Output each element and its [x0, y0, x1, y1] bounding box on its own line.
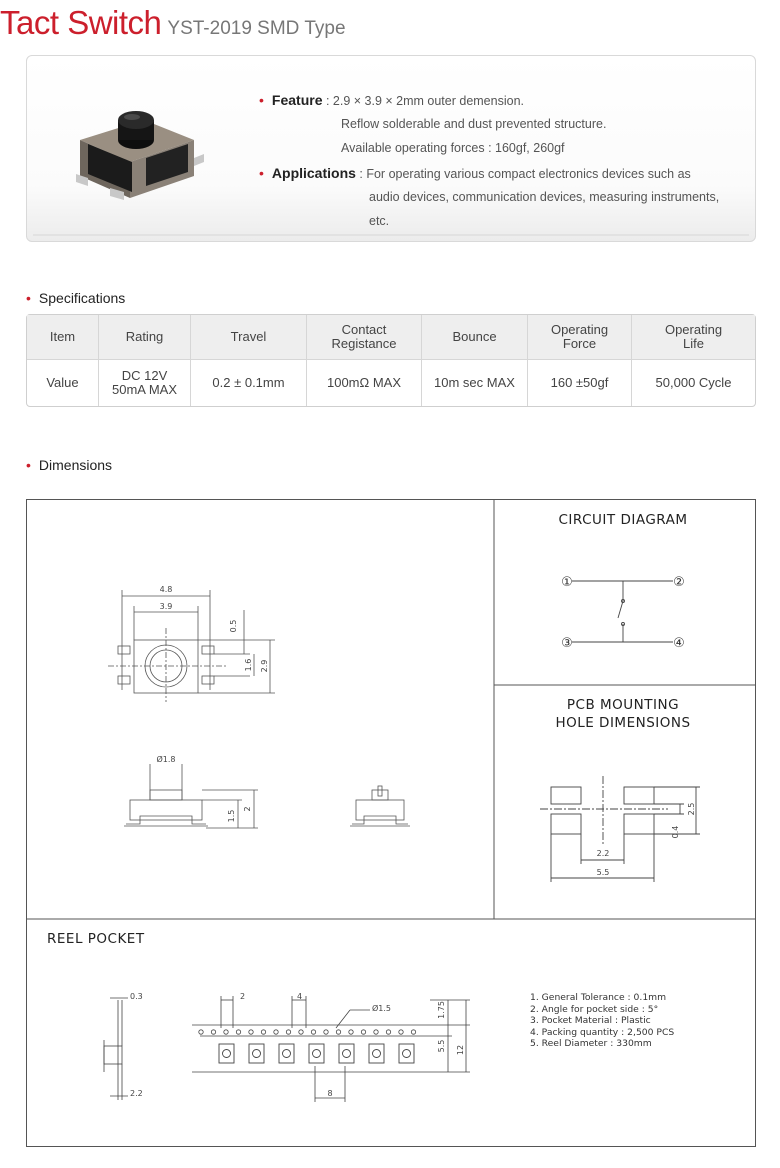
pcb-mounting-title-2: HOLE DIMENSIONS — [555, 715, 691, 731]
applications-line-1: For operating various compact electronics devices such as — [366, 167, 691, 181]
reel-pocket-part — [253, 1050, 261, 1058]
sprocket-hole — [286, 1030, 290, 1034]
front-view-drawing — [350, 786, 410, 826]
sprocket-hole — [324, 1030, 328, 1034]
sprocket-hole — [236, 1030, 240, 1034]
reel-pocket — [249, 1044, 264, 1063]
table-header-cell: Bounce — [422, 315, 528, 360]
applications-row: • Applications : For operating various compact electronics devices such as — [259, 165, 691, 181]
dimensions-heading: • Dimensions — [26, 457, 113, 473]
table-cell: 100mΩ MAX — [307, 360, 422, 406]
table-cell: 10m sec MAX — [422, 360, 528, 406]
table-header-cell: Operating Life — [632, 315, 755, 360]
reel-pocket-part — [223, 1050, 231, 1058]
pcb-dim-22: 2.2 — [596, 849, 610, 858]
dim-top-29: 2.9 — [260, 659, 269, 673]
reel-pocket — [399, 1044, 414, 1063]
feature-row: • Feature : 2.9 × 3.9 × 2mm outer demension. — [259, 92, 524, 108]
pcb-dim-55: 5.5 — [596, 868, 610, 877]
reel-pocket-part — [313, 1050, 321, 1058]
sprocket-hole — [211, 1030, 215, 1034]
sprocket-hole — [199, 1030, 203, 1034]
feature-line-1: 2.9 × 3.9 × 2mm outer demension. — [332, 94, 524, 108]
applications-line-3: etc. — [369, 214, 390, 228]
dim-top-16: 1.6 — [244, 658, 253, 672]
reel-dim-12: 12 — [456, 1044, 465, 1056]
table-header-cell: Contact Registance — [307, 315, 422, 360]
specifications-heading: • Specifications — [26, 290, 126, 306]
reel-pocket — [309, 1044, 324, 1063]
sprocket-hole — [386, 1030, 390, 1034]
top-view-drawing — [108, 590, 275, 702]
dim-side-diameter: Ø1.8 — [156, 755, 176, 764]
reel-pocket — [219, 1044, 234, 1063]
reel-sprocket-holes — [199, 1030, 416, 1034]
circuit-diagram-title: CIRCUIT DIAGRAM — [558, 512, 688, 528]
sprocket-hole — [374, 1030, 378, 1034]
feature-label: Feature — [271, 92, 323, 108]
pcb-dim-04: 0.4 — [671, 825, 680, 839]
bullet-icon: • — [26, 290, 31, 306]
note-line: 5. Reel Diameter : 330mm — [530, 1038, 652, 1049]
sprocket-hole — [411, 1030, 415, 1034]
product-subtitle: YST-2019 SMD Type — [167, 18, 346, 39]
pin-2-label: ② — [673, 575, 685, 590]
reel-pockets — [219, 1044, 414, 1063]
note-line: 3. Pocket Material : Plastic — [530, 1015, 651, 1026]
side-view-drawing — [124, 764, 258, 828]
pin-1-label: ① — [561, 575, 573, 590]
table-cell: DC 12V 50mA MAX — [99, 360, 191, 406]
applications-line-2: audio devices, communication devices, measuring instruments, — [369, 190, 720, 204]
sprocket-hole — [336, 1030, 340, 1034]
note-line: 1. General Tolerance : 0.1mm — [530, 992, 667, 1003]
sprocket-hole — [274, 1030, 278, 1034]
dim-side-2: 2 — [243, 806, 252, 812]
sprocket-hole — [349, 1030, 353, 1034]
reel-dim-2: 2 — [240, 992, 246, 1001]
dim-top-width-outer: 4.8 — [159, 585, 173, 594]
feature-line-2: Reflow solderable and dust prevented structure. — [341, 117, 607, 131]
reel-pocket-part — [373, 1050, 381, 1058]
reel-pocket-title: REEL POCKET — [47, 931, 145, 947]
bullet-icon: • — [26, 457, 31, 473]
reel-pocket-part — [283, 1050, 291, 1058]
sprocket-hole — [399, 1030, 403, 1034]
reel-side-drawing — [104, 998, 128, 1100]
sprocket-hole — [361, 1030, 365, 1034]
product-title: Tact Switch — [0, 4, 162, 41]
dim-side-15: 1.5 — [227, 809, 236, 823]
pcb-mounting-title-1: PCB MOUNTING — [566, 697, 680, 713]
table-cell: 50,000 Cycle — [655, 375, 732, 390]
table-cell: Value — [27, 360, 99, 406]
applications-label: Applications — [271, 165, 356, 181]
feature-line-3: Available operating forces : 160gf, 260gf — [341, 141, 565, 155]
table-header-cell: Rating — [99, 315, 191, 360]
circuit-diagram — [572, 581, 673, 642]
pin-3-label: ③ — [561, 636, 573, 651]
reel-pocket — [339, 1044, 354, 1063]
reel-dim-8: 8 — [327, 1089, 333, 1098]
table-header-cell: Operating Force — [528, 315, 632, 360]
sprocket-hole — [249, 1030, 253, 1034]
reel-dim-4: 4 — [297, 992, 303, 1001]
sprocket-hole — [224, 1030, 228, 1034]
reel-notes — [530, 992, 674, 1050]
table-cell: 160 ±50gf — [528, 360, 632, 406]
reel-dim-55: 5.5 — [437, 1039, 446, 1053]
reel-dim-175: 1.75 — [437, 1001, 446, 1019]
table-header-cell: Travel — [191, 315, 307, 360]
dim-top-width-inner: 3.9 — [159, 602, 173, 611]
sprocket-hole — [261, 1030, 265, 1034]
reel-dim-22: 2.2 — [130, 1089, 143, 1098]
pin-4-label: ④ — [673, 636, 685, 651]
reel-dim-03: 0.3 — [130, 992, 143, 1001]
reel-dim-15: Ø1.5 — [372, 1004, 392, 1013]
dim-top-05: 0.5 — [229, 619, 238, 633]
bullet-icon: • — [259, 92, 264, 108]
reel-pocket — [369, 1044, 384, 1063]
pcb-dim-25: 2.5 — [687, 802, 696, 816]
reel-pocket-part — [343, 1050, 351, 1058]
reel-pocket-part — [403, 1050, 411, 1058]
reel-pocket — [279, 1044, 294, 1063]
bullet-icon: • — [259, 165, 264, 181]
sprocket-hole — [311, 1030, 315, 1034]
note-line: 4. Packing quantity : 2,500 PCS — [530, 1026, 675, 1038]
table-cell: 0.2 ± 0.1mm — [191, 360, 307, 406]
table-header-cell: Item — [27, 315, 99, 360]
note-line: 2. Angle for pocket side : 5° — [530, 1003, 659, 1015]
sprocket-hole — [299, 1030, 303, 1034]
